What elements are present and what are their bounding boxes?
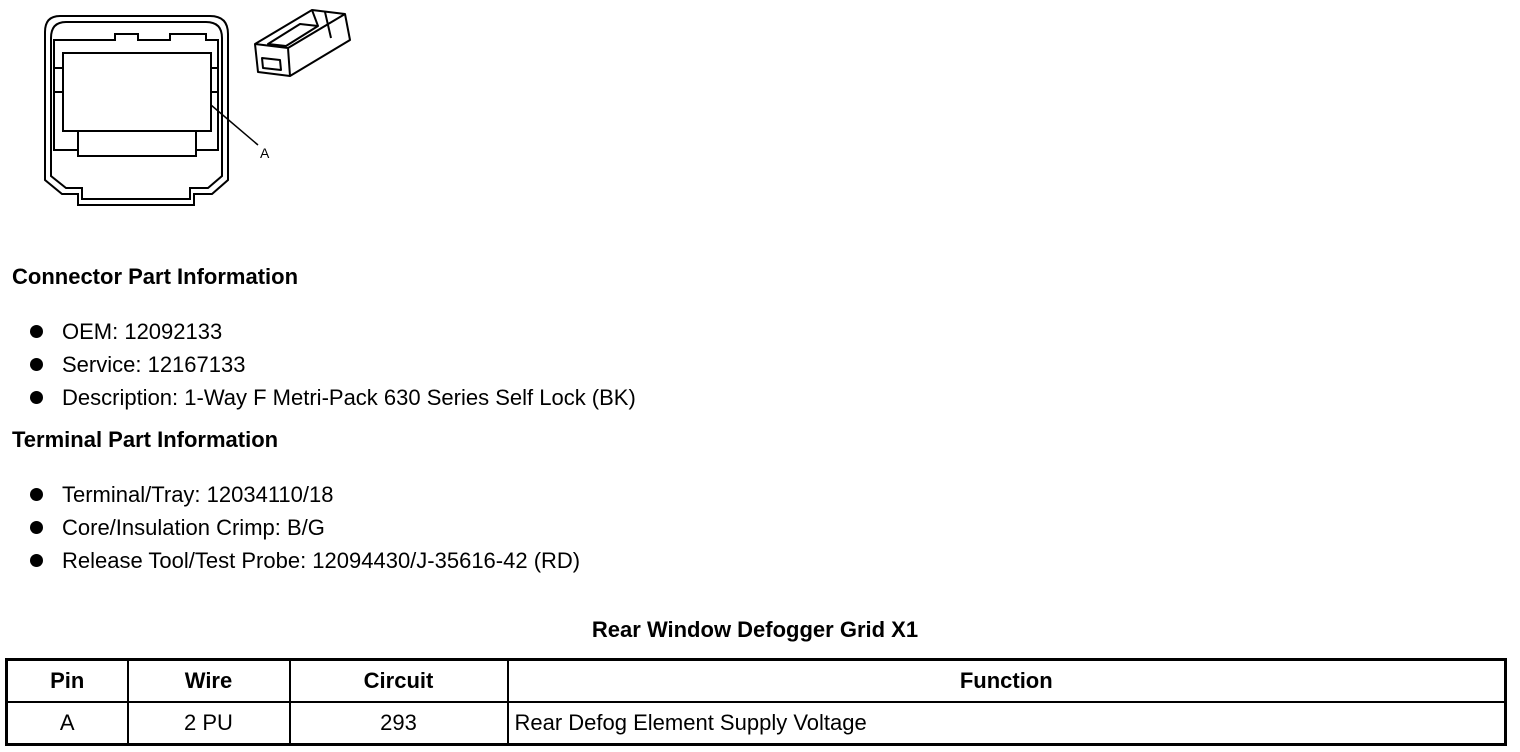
connector-face-view: [45, 16, 258, 205]
list-item-text: Core/Insulation Crimp: B/G: [62, 515, 325, 540]
bullet-icon: [30, 358, 43, 371]
list-item: [30, 381, 636, 414]
list-item: [30, 478, 580, 511]
table-row: [7, 702, 1506, 745]
terminal-part-info-list: [30, 478, 580, 577]
header-pin: Pin: [7, 660, 128, 703]
list-item: [30, 511, 580, 544]
header-circuit: Circuit: [290, 660, 508, 703]
callout-label-a: A: [260, 145, 270, 161]
connector-part-info-heading: Connector Part Information: [12, 264, 299, 289]
bullet-icon: [30, 325, 43, 338]
list-item: [30, 544, 580, 577]
list-item-text: Description: 1-Way F Metri-Pack 630 Series Self Lock (BK): [62, 385, 636, 410]
connector-part-info-list: [30, 315, 636, 414]
header-wire: Wire: [128, 660, 290, 703]
connector-illustration: [0, 0, 380, 220]
connector-isometric-view: [255, 10, 350, 76]
pinout-table: [5, 658, 1507, 746]
table-header-row: [7, 660, 1506, 703]
list-item-text: OEM: 12092133: [62, 319, 223, 344]
header-function: Function: [508, 660, 1506, 703]
list-item-text: Service: 12167133: [62, 352, 246, 377]
list-item: [30, 315, 636, 348]
cell-function: Rear Defog Element Supply Voltage: [508, 702, 1506, 745]
list-item-text: Terminal/Tray: 12034110/18: [62, 482, 334, 507]
cell-wire: 2 PU: [128, 702, 290, 745]
bullet-icon: [30, 488, 43, 501]
cell-circuit: 293: [290, 702, 508, 745]
terminal-part-info-heading: Terminal Part Information: [12, 427, 279, 452]
table-title: Rear Window Defogger Grid X1: [591, 617, 919, 642]
list-item-text: Release Tool/Test Probe: 12094430/J-35616-42 (RD): [62, 548, 581, 573]
cell-pin: A: [7, 702, 128, 745]
bullet-icon: [30, 391, 43, 404]
bullet-icon: [30, 521, 43, 534]
list-item: [30, 348, 636, 381]
bullet-icon: [30, 554, 43, 567]
